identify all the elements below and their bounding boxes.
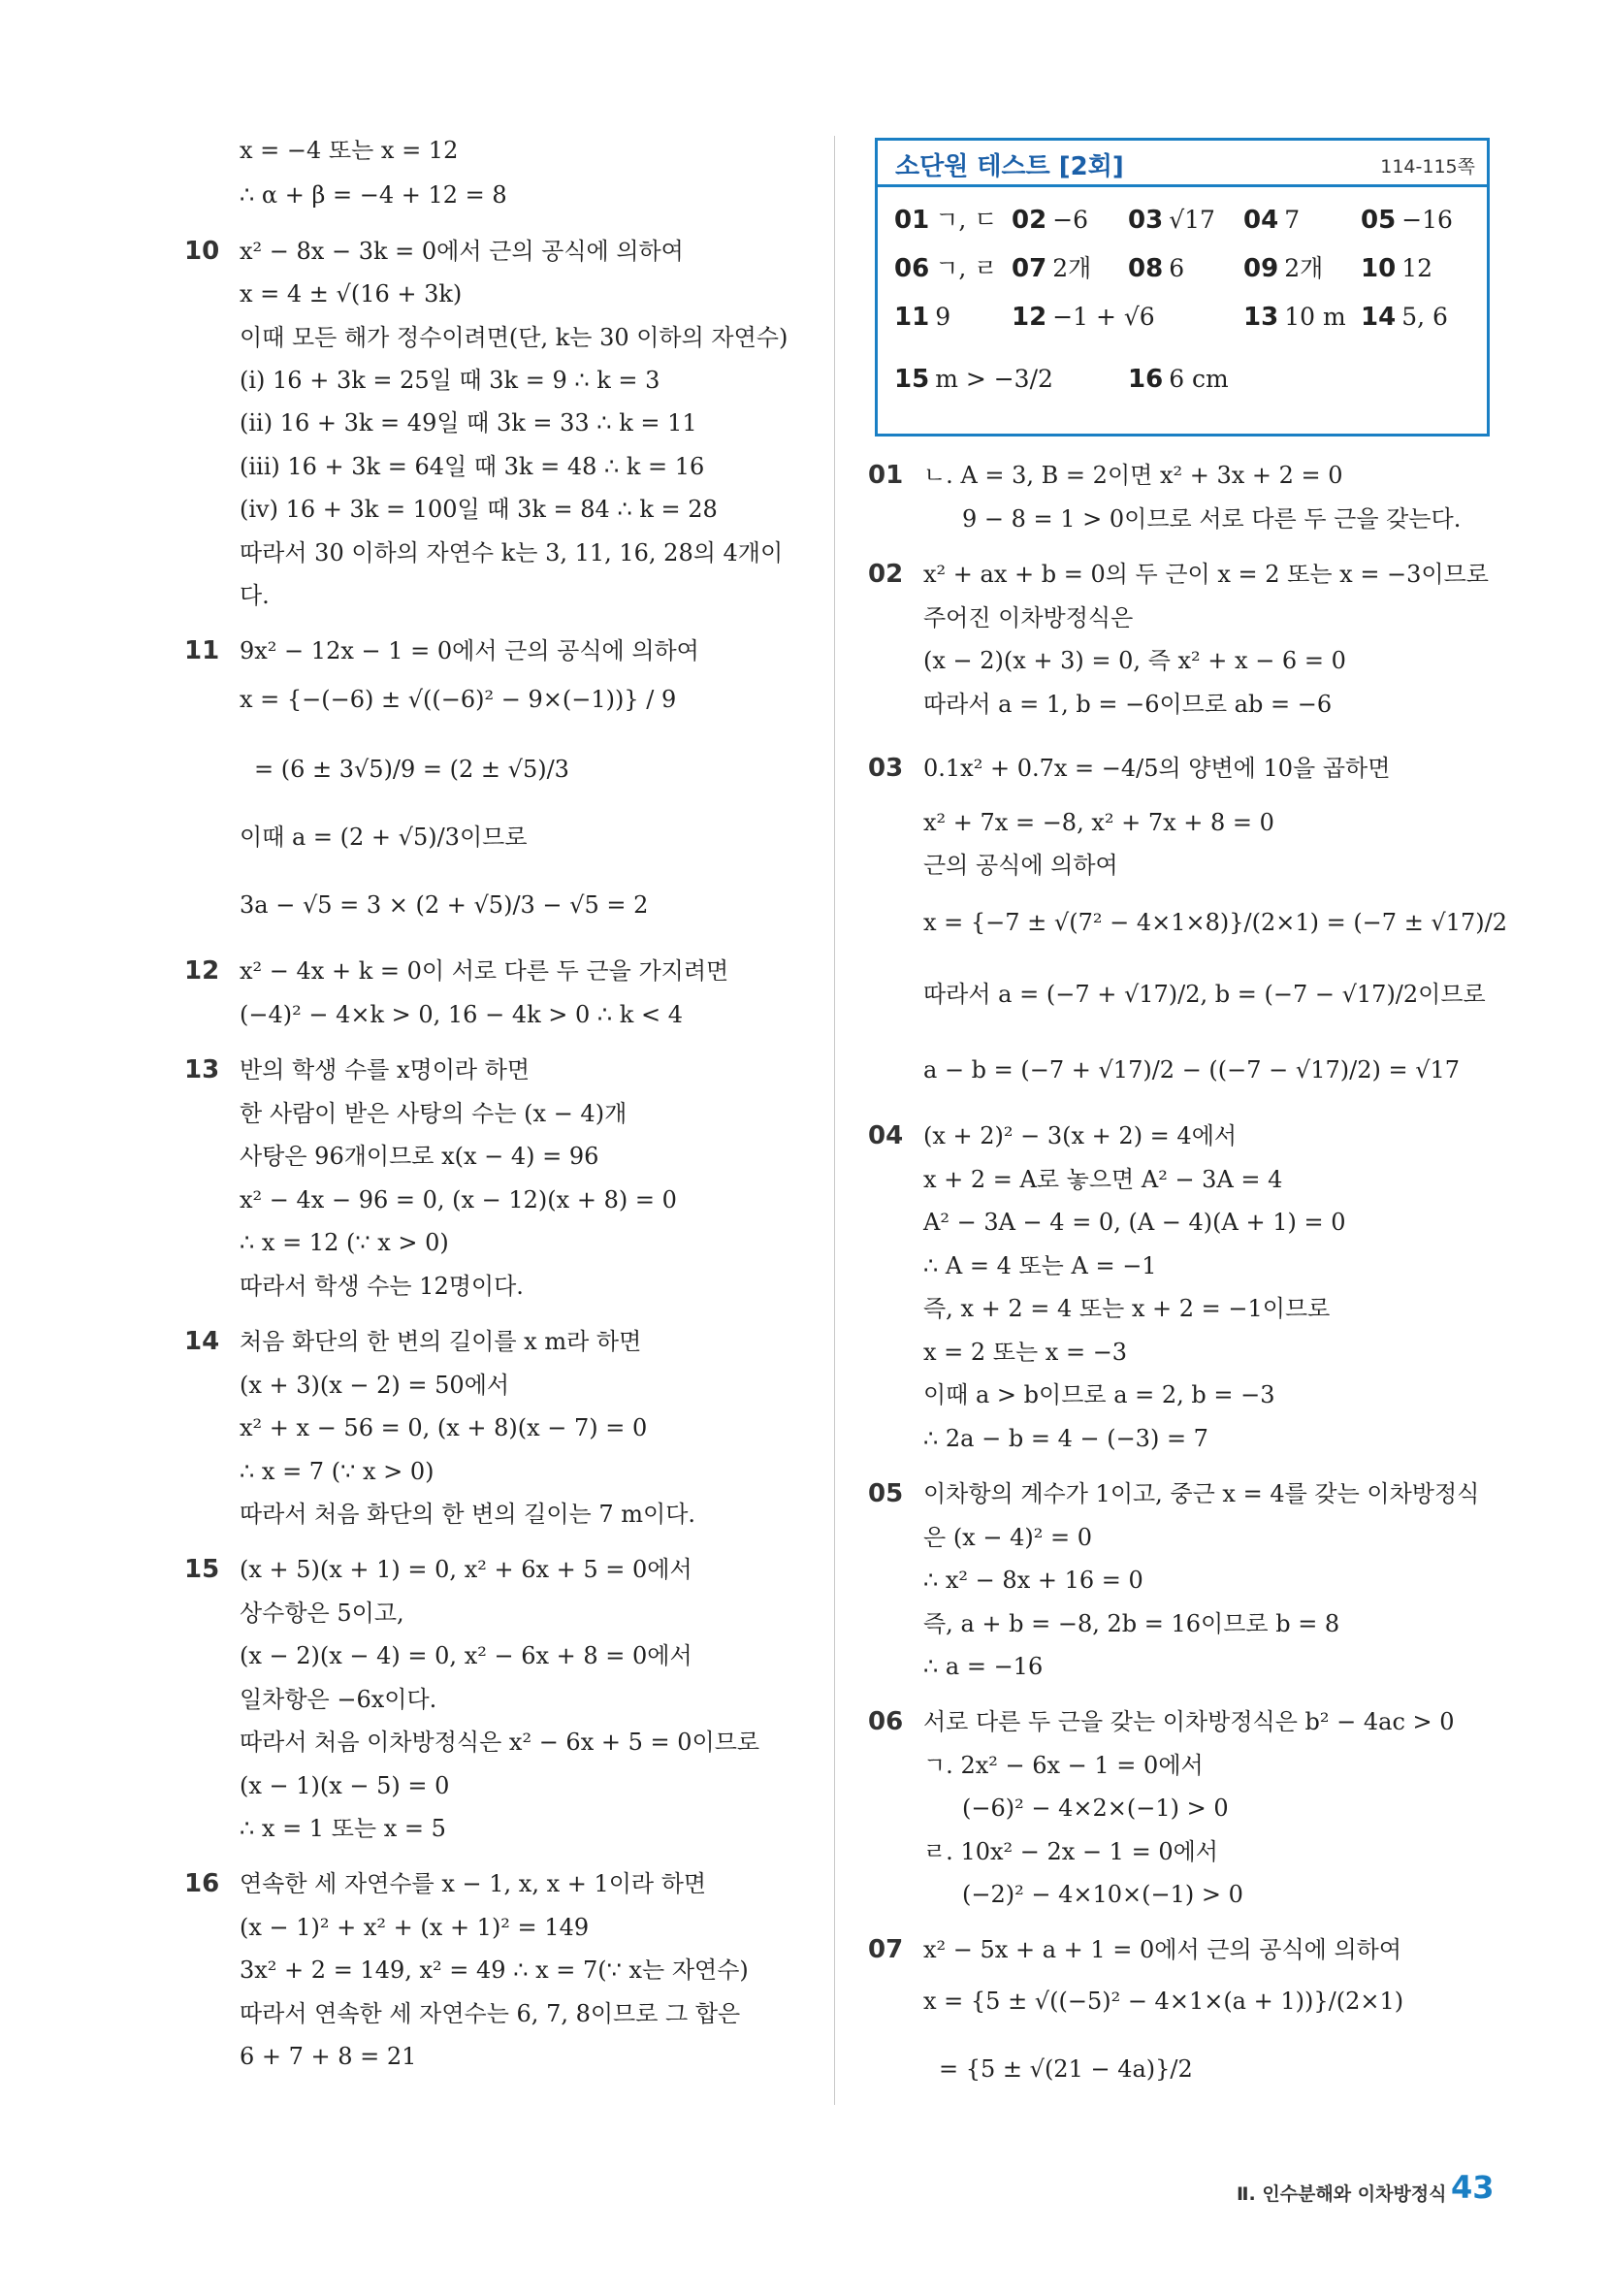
- answer-item: [1012, 303, 1155, 332]
- answer-number: 01: [894, 206, 930, 235]
- solution-line: (x − 2)(x − 4) = 0, x² − 6x + 8 = 0에서: [240, 1642, 692, 1669]
- answer-item: [1128, 206, 1215, 235]
- answer-value: 10 m: [1284, 303, 1346, 331]
- solution-line: 9x² − 12x − 1 = 0에서 근의 공식에 의하여: [240, 637, 699, 664]
- solution-line: 즉, x + 2 = 4 또는 x + 2 = −1이므로: [923, 1295, 1331, 1322]
- solution-line: x = −4 또는 x = 12: [240, 137, 459, 164]
- answer-item: [1361, 254, 1432, 283]
- answer-value: −1 + √6: [1052, 303, 1155, 331]
- answer-number: 12: [1012, 303, 1047, 332]
- answer-value: 2개: [1284, 254, 1324, 282]
- problem-number: 14: [184, 1327, 220, 1356]
- answer-value: 9: [935, 303, 951, 331]
- solution-line: 연속한 세 자연수를 x − 1, x, x + 1이라 하면: [240, 1870, 707, 1897]
- solution-line: ∴ x = 1 또는 x = 5: [240, 1815, 446, 1842]
- solution-line: 일차항은 −6x이다.: [240, 1686, 437, 1713]
- problem-number: 12: [184, 956, 220, 986]
- answer-item: [1243, 254, 1323, 283]
- solution-line: (x + 3)(x − 2) = 50에서: [240, 1372, 510, 1399]
- solution-line: (x − 1)² + x² + (x + 1)² = 149: [240, 1914, 590, 1941]
- problem-number: 01: [868, 461, 904, 490]
- answer-value: m > −3/2: [935, 365, 1053, 393]
- page-number: 43: [1451, 2169, 1495, 2206]
- solution-line: 즉, a + b = −8, 2b = 16이므로 b = 8: [923, 1610, 1340, 1637]
- answer-item: [894, 206, 997, 235]
- solution-line: ㄱ. 2x² − 6x − 1 = 0에서: [923, 1752, 1204, 1779]
- solution-line: A² − 3A − 4 = 0, (A − 4)(A + 1) = 0: [923, 1209, 1346, 1236]
- answer-item: [1361, 303, 1448, 332]
- solution-line: (x + 5)(x + 1) = 0, x² + 6x + 5 = 0에서: [240, 1556, 692, 1583]
- solution-line: x + 2 = A로 놓으면 A² − 3A = 4: [923, 1166, 1283, 1193]
- solution-line: 따라서 학생 수는 12명이다.: [240, 1273, 524, 1300]
- solution-line: 다.: [240, 582, 270, 609]
- problem-number: 07: [868, 1935, 904, 1964]
- solution-line: ∴ a = −16: [923, 1653, 1044, 1680]
- solution-line: x² − 5x + a + 1 = 0에서 근의 공식에 의하여: [923, 1936, 1402, 1963]
- answer-value: 6 cm: [1169, 365, 1229, 393]
- answer-box-header: [878, 141, 1487, 187]
- solution-line: = (6 ± 3√5)/9 = (2 ± √5)/3: [254, 756, 569, 783]
- solution-line: ∴ x = 7 (∵ x > 0): [240, 1458, 434, 1485]
- answer-value: ㄱ, ㄹ: [935, 254, 998, 282]
- answer-number: 13: [1243, 303, 1279, 332]
- solution-line: 서로 다른 두 근을 갖는 이차방정식은 b² − 4ac > 0: [923, 1708, 1455, 1735]
- solution-line: x = {−(−6) ± √((−6)² − 9×(−1))} / 9: [240, 686, 677, 713]
- answer-number: 16: [1128, 365, 1164, 394]
- solution-line: (x − 2)(x + 3) = 0, 즉 x² + x − 6 = 0: [923, 647, 1346, 674]
- solution-line: 6 + 7 + 8 = 21: [240, 2043, 417, 2070]
- answer-number: 05: [1361, 206, 1397, 235]
- solution-line: x² − 4x − 96 = 0, (x − 12)(x + 8) = 0: [240, 1186, 677, 1213]
- answer-number: 15: [894, 365, 930, 394]
- answer-number: 06: [894, 254, 930, 283]
- answer-value: 6: [1169, 254, 1185, 282]
- solution-line: x² + 7x = −8, x² + 7x + 8 = 0: [923, 809, 1274, 836]
- solution-line: ∴ x = 12 (∵ x > 0): [240, 1229, 449, 1256]
- answer-item: [894, 303, 950, 332]
- solution-line: ∴ α + β = −4 + 12 = 8: [240, 181, 507, 209]
- solution-line: 따라서 연속한 세 자연수는 6, 7, 8이므로 그 합은: [240, 2000, 741, 2027]
- solution-line: 따라서 a = (−7 + √17)/2, b = (−7 − √17)/2이므로: [923, 981, 1486, 1008]
- solution-line: 사탕은 96개이므로 x(x − 4) = 96: [240, 1143, 599, 1170]
- solution-line: 이때 a = (2 + √5)/3이므로: [240, 824, 528, 851]
- solution-line: ∴ A = 4 또는 A = −1: [923, 1252, 1157, 1279]
- problem-number: 02: [868, 560, 904, 589]
- answer-number: 04: [1243, 206, 1279, 235]
- solution-line: 9 − 8 = 1 > 0이므로 서로 다른 두 근을 갖는다.: [962, 505, 1462, 533]
- solution-line: ∴ x² − 8x + 16 = 0: [923, 1567, 1143, 1594]
- answer-number: 03: [1128, 206, 1164, 235]
- answer-number: 09: [1243, 254, 1279, 283]
- solution-line: 3a − √5 = 3 × (2 + √5)/3 − √5 = 2: [240, 891, 649, 919]
- problem-number: 03: [868, 754, 904, 783]
- answer-number: 10: [1361, 254, 1397, 283]
- column-divider: [834, 136, 835, 2105]
- solution-line: 근의 공식에 의하여: [923, 852, 1118, 879]
- solution-line: 은 (x − 4)² = 0: [923, 1524, 1092, 1551]
- answer-value: 7: [1284, 206, 1301, 234]
- problem-number: 05: [868, 1479, 904, 1508]
- solution-line: x² − 4x + k = 0이 서로 다른 두 근을 가지려면: [240, 957, 729, 985]
- solution-line: 따라서 처음 이차방정식은 x² − 6x + 5 = 0이므로: [240, 1729, 760, 1756]
- solution-line: 주어진 이차방정식은: [923, 604, 1134, 631]
- answer-value: −16: [1401, 206, 1453, 234]
- answer-item: [1361, 206, 1453, 235]
- solution-line: x² + ax + b = 0의 두 근이 x = 2 또는 x = −3이므로: [923, 561, 1489, 588]
- problem-number: 13: [184, 1055, 220, 1084]
- problem-number: 11: [184, 636, 220, 665]
- solution-line: 한 사람이 받은 사탕의 수는 (x − 4)개: [240, 1100, 628, 1127]
- solution-line: (i) 16 + 3k = 25일 때 3k = 9 ∴ k = 3: [240, 367, 660, 394]
- solution-line: ㄴ. A = 3, B = 2이면 x² + 3x + 2 = 0: [923, 462, 1343, 489]
- answer-number: 08: [1128, 254, 1164, 283]
- solution-line: 3x² + 2 = 149, x² = 49 ∴ x = 7(∵ x는 자연수): [240, 1956, 749, 1984]
- answer-box-title: 소단원 테스트 [2회]: [895, 152, 1124, 181]
- answer-value: √17: [1169, 206, 1215, 234]
- solution-line: x = 4 ± √(16 + 3k): [240, 280, 463, 307]
- answer-item: [1012, 206, 1088, 235]
- problem-number: 16: [184, 1869, 220, 1898]
- solution-line: x² − 8x − 3k = 0에서 근의 공식에 의하여: [240, 238, 684, 265]
- solution-line: x² + x − 56 = 0, (x + 8)(x − 7) = 0: [240, 1414, 648, 1441]
- solution-line: 이때 모든 해가 정수이려면(단, k는 30 이하의 자연수): [240, 324, 788, 351]
- problem-number: 10: [184, 237, 220, 266]
- solution-line: 따라서 처음 화단의 한 변의 길이는 7 m이다.: [240, 1501, 696, 1528]
- solution-line: 반의 학생 수를 x명이라 하면: [240, 1056, 531, 1083]
- solution-line: 따라서 a = 1, b = −6이므로 ab = −6: [923, 691, 1333, 718]
- answer-value: 2개: [1052, 254, 1092, 282]
- solution-line: ㄹ. 10x² − 2x − 1 = 0에서: [923, 1838, 1218, 1865]
- solution-line: ∴ 2a − b = 4 − (−3) = 7: [923, 1425, 1208, 1452]
- solution-line: 따라서 30 이하의 자연수 k는 3, 11, 16, 28의 4개이: [240, 539, 784, 566]
- answer-value: 12: [1401, 254, 1432, 282]
- solution-line: (iii) 16 + 3k = 64일 때 3k = 48 ∴ k = 16: [240, 453, 705, 480]
- solution-line: 0.1x² + 0.7x = −4/5의 양변에 10을 곱하면: [923, 755, 1391, 782]
- solution-line: x = {5 ± √((−5)² − 4×1×(a + 1))}/(2×1): [923, 1988, 1404, 2015]
- answer-item: [894, 254, 997, 283]
- problem-number: 15: [184, 1555, 220, 1584]
- answer-box-pages: 114-115쪽: [1380, 156, 1475, 178]
- solution-line: x = 2 또는 x = −3: [923, 1339, 1128, 1366]
- solution-line: (x + 2)² − 3(x + 2) = 4에서: [923, 1122, 1238, 1149]
- solution-line: 이차항의 계수가 1이고, 중근 x = 4를 갖는 이차방정식: [923, 1480, 1480, 1507]
- answer-item: [1128, 254, 1184, 283]
- answer-number: 07: [1012, 254, 1047, 283]
- answer-number: 02: [1012, 206, 1047, 235]
- answer-item: [1012, 254, 1091, 283]
- answer-item: [1243, 303, 1346, 332]
- solution-line: x = {−7 ± √(7² − 4×1×8)}/(2×1) = (−7 ± √17)/2: [923, 909, 1507, 936]
- solution-line: (x − 1)(x − 5) = 0: [240, 1772, 450, 1799]
- answer-item: [1243, 206, 1300, 235]
- chapter-label: Ⅱ. 인수분해와 이차방정식: [1237, 2183, 1447, 2205]
- solution-line: = {5 ± √(21 − 4a)}/2: [939, 2055, 1193, 2083]
- answer-item: [894, 365, 1053, 394]
- solution-line: (iv) 16 + 3k = 100일 때 3k = 84 ∴ k = 28: [240, 496, 718, 523]
- solution-line: 상수항은 5이고,: [240, 1600, 404, 1627]
- answer-value: −6: [1052, 206, 1089, 234]
- solution-line: 이때 a > b이므로 a = 2, b = −3: [923, 1381, 1275, 1408]
- solution-line: (ii) 16 + 3k = 49일 때 3k = 33 ∴ k = 11: [240, 409, 697, 437]
- solution-line: a − b = (−7 + √17)/2 − ((−7 − √17)/2) = √17: [923, 1056, 1461, 1083]
- solution-line: (−6)² − 4×2×(−1) > 0: [962, 1795, 1229, 1822]
- answer-value: 5, 6: [1401, 303, 1448, 331]
- answer-item: [1128, 365, 1229, 394]
- answer-number: 14: [1361, 303, 1397, 332]
- answer-value: ㄱ, ㄷ: [935, 206, 998, 234]
- answer-number: 11: [894, 303, 930, 332]
- problem-number: 04: [868, 1121, 904, 1150]
- solution-line: 처음 화단의 한 변의 길이를 x m라 하면: [240, 1328, 642, 1355]
- solution-line: (−2)² − 4×10×(−1) > 0: [962, 1881, 1243, 1908]
- solution-line: (−4)² − 4×k > 0, 16 − 4k > 0 ∴ k < 4: [240, 1001, 683, 1028]
- problem-number: 06: [868, 1707, 904, 1736]
